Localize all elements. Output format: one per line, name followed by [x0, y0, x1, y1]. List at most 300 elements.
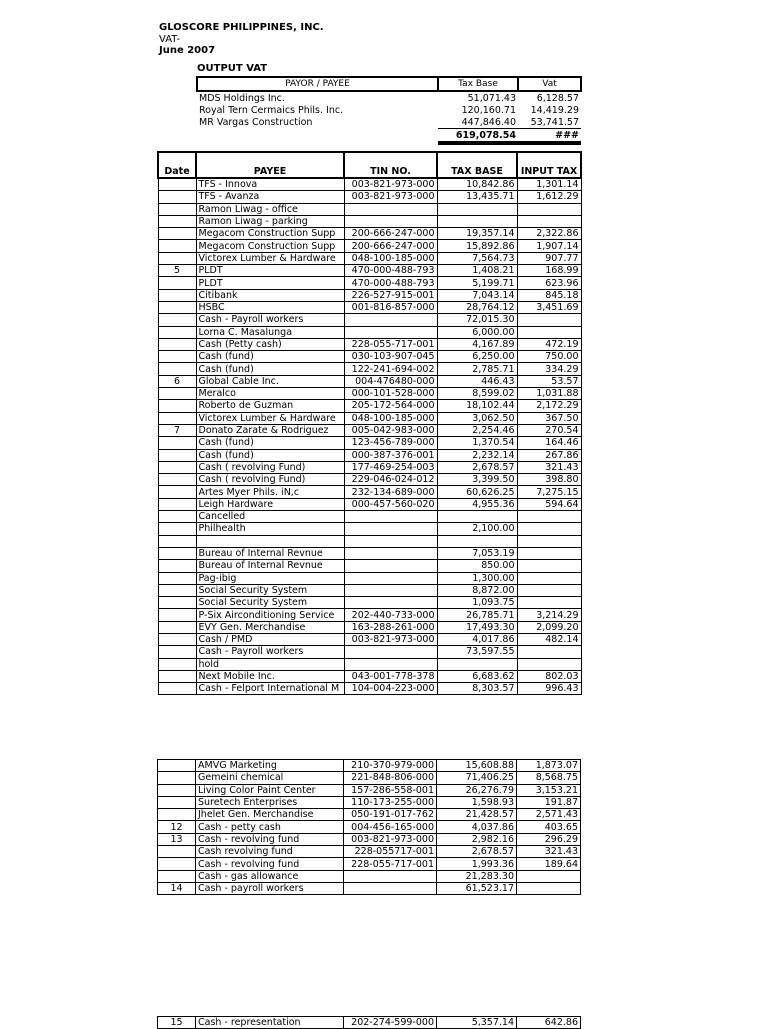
- table-cell: 71,406.25: [437, 772, 517, 784]
- table-cell: 210-370-979-000: [344, 760, 437, 772]
- table-cell: [158, 314, 196, 326]
- table-cell: 53,741.57: [530, 116, 579, 128]
- table-cell: [158, 858, 196, 870]
- table-cell: Victorex Lumber & Hardware: [196, 412, 344, 424]
- table-cell: [158, 760, 196, 772]
- table-cell: [158, 670, 196, 682]
- table-row: [158, 670, 581, 682]
- table-row: [158, 388, 581, 400]
- table-cell: [158, 784, 196, 796]
- table-cell: [517, 523, 581, 535]
- table-cell: 000-457-560-020: [344, 498, 437, 510]
- table-cell: 1,301.14: [517, 178, 581, 191]
- table-cell: 226-527-915-001: [344, 289, 437, 301]
- table-cell: 403.65: [517, 821, 581, 833]
- table-cell: [437, 511, 517, 523]
- table-cell: 5: [158, 265, 196, 277]
- table-cell: 1,612.29: [517, 191, 581, 203]
- table-cell: [344, 326, 437, 338]
- table-cell: Social Security System: [196, 597, 344, 609]
- table-cell: [344, 523, 437, 535]
- table-cell: Cash (fund): [196, 449, 344, 461]
- table-row: [158, 760, 581, 772]
- table-cell: [344, 597, 437, 609]
- table-row: [158, 523, 581, 535]
- table-row: [158, 301, 581, 313]
- table-cell: [344, 882, 437, 894]
- table-cell: [517, 215, 581, 227]
- table-cell: 003-821-973-000: [344, 833, 437, 845]
- table-row: [158, 633, 581, 645]
- table-row: [158, 437, 581, 449]
- table-cell: [158, 547, 196, 559]
- table-cell: 003-821-973-000: [344, 178, 437, 191]
- table-cell: 3,399.50: [437, 474, 517, 486]
- table-cell: Cash (fund): [196, 363, 344, 375]
- table-cell: [158, 449, 196, 461]
- table-cell: 3,153.21: [517, 784, 581, 796]
- table-cell: [158, 301, 196, 313]
- table-cell: [517, 597, 581, 609]
- table-cell: 623.96: [517, 277, 581, 289]
- table-cell: 1,598.93: [437, 796, 517, 808]
- table-cell: 51,071.43: [467, 92, 516, 104]
- table-cell: [158, 646, 196, 658]
- table-cell: [344, 572, 437, 584]
- table-cell: 398.80: [517, 474, 581, 486]
- table-cell: [517, 535, 581, 547]
- table-cell: 14,419.29: [530, 104, 579, 116]
- table-cell: 2,254.46: [437, 424, 517, 436]
- table-cell: Cash (fund): [196, 437, 344, 449]
- table-cell: 845.18: [517, 289, 581, 301]
- table-cell: 048-100-185-000: [344, 412, 437, 424]
- table-cell: EVY Gen. Merchandise: [196, 621, 344, 633]
- table-cell: 8,568.75: [517, 772, 581, 784]
- table-cell: [158, 228, 196, 240]
- table-cell: 2,982.16: [437, 833, 517, 845]
- table-cell: Suretech Enterprises: [196, 796, 344, 808]
- table-cell: 6,000.00: [437, 326, 517, 338]
- table-row: [158, 772, 581, 784]
- table-row: [158, 858, 581, 870]
- table-cell: TFS - Avanza: [196, 191, 344, 203]
- table-cell: [437, 658, 517, 670]
- table-cell: 189.64: [517, 858, 581, 870]
- table-row: [158, 240, 581, 252]
- table-cell: PLDT: [196, 265, 344, 277]
- table-cell: [158, 338, 196, 350]
- table-cell: 120,160.71: [461, 104, 516, 116]
- table-row: [158, 511, 581, 523]
- total-vat: ###: [518, 129, 581, 144]
- table-cell: [437, 215, 517, 227]
- table-cell: 3,062.50: [437, 412, 517, 424]
- table-cell: [158, 609, 196, 621]
- table-cell: Artes Myer Phils. iN,c: [196, 486, 344, 498]
- table-cell: [517, 572, 581, 584]
- table-cell: 3,451.69: [517, 301, 581, 313]
- table-cell: 191.87: [517, 796, 581, 808]
- table-row: [158, 584, 581, 596]
- table-cell: 267.86: [517, 449, 581, 461]
- table-cell: 6,683.62: [437, 670, 517, 682]
- input-tax-table-continued: [157, 759, 581, 895]
- table-row: [158, 215, 581, 227]
- table-cell: 7,275.15: [517, 486, 581, 498]
- table-cell: [158, 658, 196, 670]
- table-cell: 802.03: [517, 670, 581, 682]
- table-cell: [158, 412, 196, 424]
- table-cell: [158, 584, 196, 596]
- table-cell: Cash - representation: [196, 1017, 344, 1029]
- table-cell: AMVG Marketing: [196, 760, 344, 772]
- table-cell: 003-821-973-000: [344, 633, 437, 645]
- table-row: [158, 400, 581, 412]
- table-cell: [517, 511, 581, 523]
- table-cell: 000-387-376-001: [344, 449, 437, 461]
- table-cell: [158, 191, 196, 203]
- table-cell: 1,031.88: [517, 388, 581, 400]
- table-cell: [344, 511, 437, 523]
- table-cell: 482.14: [517, 633, 581, 645]
- table-cell: Megacom Construction Supp: [196, 240, 344, 252]
- table-cell: 470-000-488-793: [344, 277, 437, 289]
- table-row: [158, 461, 581, 473]
- table-row: [158, 683, 581, 695]
- table-cell: Cash - revolving fund: [196, 858, 344, 870]
- table-cell: Cash - Payroll workers: [196, 314, 344, 326]
- table-cell: 228-055-717-001: [344, 858, 437, 870]
- table-cell: [158, 400, 196, 412]
- table-row: [158, 646, 581, 658]
- table-cell: [158, 461, 196, 473]
- table-cell: [158, 326, 196, 338]
- table-cell: Cash revolving fund: [196, 846, 344, 858]
- table-cell: 19,357.14: [437, 228, 517, 240]
- table-cell: Victorex Lumber & Hardware: [196, 252, 344, 264]
- table-row: [158, 833, 581, 845]
- column-header: INPUT TAX: [517, 152, 581, 178]
- table-row: [158, 870, 581, 882]
- output-vat-header: [197, 77, 581, 91]
- table-cell: [158, 351, 196, 363]
- table-cell: 163-288-261-000: [344, 621, 437, 633]
- table-cell: 228-055-717-001: [344, 338, 437, 350]
- table-row: [197, 104, 581, 116]
- table-cell: 1,907.14: [517, 240, 581, 252]
- table-cell: 030-103-907-045: [344, 351, 437, 363]
- table-cell: Cash (fund): [196, 351, 344, 363]
- table-cell: [437, 535, 517, 547]
- table-row: [158, 597, 581, 609]
- table-cell: 001-816-857-000: [344, 301, 437, 313]
- table-cell: 17,493.30: [437, 621, 517, 633]
- table-cell: [158, 511, 196, 523]
- table-row: [158, 252, 581, 264]
- table-cell: 4,037.86: [437, 821, 517, 833]
- table-cell: Cash / PMD: [196, 633, 344, 645]
- table-cell: Jhelet Gen. Merchandise: [196, 809, 344, 821]
- table-cell: [344, 203, 437, 215]
- table-cell: 61,523.17: [437, 882, 517, 894]
- table-row: [158, 326, 581, 338]
- table-cell: Philhealth: [196, 523, 344, 535]
- table-cell: [344, 314, 437, 326]
- table-cell: Gemeini chemical: [196, 772, 344, 784]
- table-cell: 164.46: [517, 437, 581, 449]
- table-cell: 270.54: [517, 424, 581, 436]
- table-cell: [197, 129, 438, 144]
- table-cell: 202-274-599-000: [344, 1017, 437, 1029]
- table-cell: Leigh Hardware: [196, 498, 344, 510]
- table-row: [158, 474, 581, 486]
- table-cell: 7,043.14: [437, 289, 517, 301]
- table-cell: 110-173-255-000: [344, 796, 437, 808]
- table-cell: [517, 547, 581, 559]
- table-cell: 3,214.29: [517, 609, 581, 621]
- table-cell: [158, 572, 196, 584]
- table-cell: 1,408.21: [437, 265, 517, 277]
- table-cell: 1,873.07: [517, 760, 581, 772]
- table-cell: 26,785.71: [437, 609, 517, 621]
- table-cell: Donato Zarate & Rodriguez: [196, 424, 344, 436]
- table-cell: Royal Tern Cermaics Phils. Inc.: [199, 104, 344, 116]
- table-cell: 750.00: [517, 351, 581, 363]
- table-cell: 446.43: [437, 375, 517, 387]
- table-row: [158, 809, 581, 821]
- table-cell: 005-042-983-000: [344, 424, 437, 436]
- table-cell: Bureau of Internal Revnue: [196, 560, 344, 572]
- table-cell: [158, 870, 196, 882]
- table-row: [158, 449, 581, 461]
- table-cell: Social Security System: [196, 584, 344, 596]
- table-cell: Cash - revolving fund: [196, 833, 344, 845]
- table-cell: 334.29: [517, 363, 581, 375]
- table-cell: 13,435.71: [437, 191, 517, 203]
- table-cell: hold: [196, 658, 344, 670]
- table-row: [158, 572, 581, 584]
- table-cell: 321.43: [517, 461, 581, 473]
- table-cell: 104-004-223-000: [344, 683, 437, 695]
- table-row: [158, 191, 581, 203]
- table-cell: 7,053.19: [437, 547, 517, 559]
- table-cell: 850.00: [437, 560, 517, 572]
- table-cell: 2,678.57: [437, 461, 517, 473]
- table-cell: [517, 646, 581, 658]
- table-cell: 321.43: [517, 846, 581, 858]
- table-cell: [158, 178, 196, 191]
- table-cell: 14: [158, 882, 196, 894]
- table-cell: Cash ( revolving Fund): [196, 474, 344, 486]
- table-cell: 122-241-694-002: [344, 363, 437, 375]
- report-subtitle: VAT-: [159, 34, 181, 45]
- table-cell: 5,199.71: [437, 277, 517, 289]
- table-row: [158, 535, 581, 547]
- table-row: [158, 314, 581, 326]
- table-row: [158, 424, 581, 436]
- table-cell: Bureau of Internal Revnue: [196, 547, 344, 559]
- table-cell: 907.77: [517, 252, 581, 264]
- table-cell: [344, 584, 437, 596]
- table-cell: [344, 535, 437, 547]
- table-row: [197, 91, 581, 104]
- table-cell: Cash - Payroll workers: [196, 646, 344, 658]
- table-cell: [158, 437, 196, 449]
- table-cell: 2,678.57: [437, 846, 517, 858]
- column-header: Tax Base: [438, 77, 518, 91]
- table-cell: [158, 474, 196, 486]
- column-header: Vat: [518, 77, 581, 91]
- table-cell: [158, 683, 196, 695]
- table-cell: 1,093.75: [437, 597, 517, 609]
- column-header: PAYEE: [196, 152, 344, 178]
- table-cell: [158, 240, 196, 252]
- column-header: TIN NO.: [344, 152, 437, 178]
- table-cell: [517, 882, 581, 894]
- table-cell: [158, 597, 196, 609]
- table-cell: Pag-ibig: [196, 572, 344, 584]
- table-cell: 202-440-733-000: [344, 609, 437, 621]
- table-cell: Citibank: [196, 289, 344, 301]
- table-cell: Cancelled: [196, 511, 344, 523]
- table-cell: 048-100-185-000: [344, 252, 437, 264]
- table-cell: 177-469-254-003: [344, 461, 437, 473]
- table-cell: [517, 560, 581, 572]
- table-row: [158, 375, 581, 387]
- table-cell: [344, 215, 437, 227]
- table-cell: 18,102.44: [437, 400, 517, 412]
- table-cell: 200-666-247-000: [344, 228, 437, 240]
- table-cell: 1,993.36: [437, 858, 517, 870]
- table-cell: Cash (Petty cash): [196, 338, 344, 350]
- table-cell: 15: [158, 1017, 196, 1029]
- table-cell: 2,100.00: [437, 523, 517, 535]
- table-row: [158, 658, 581, 670]
- table-cell: [517, 658, 581, 670]
- table-cell: 229-046-024-012: [344, 474, 437, 486]
- table-cell: 7,564.73: [437, 252, 517, 264]
- table-cell: 5,357.14: [437, 1017, 517, 1029]
- table-row: [158, 363, 581, 375]
- table-cell: 157-286-558-001: [344, 784, 437, 796]
- input-tax-table-page3: [157, 1016, 581, 1029]
- table-cell: HSBC: [196, 301, 344, 313]
- table-row: [158, 228, 581, 240]
- table-cell: 15,608.88: [437, 760, 517, 772]
- table-cell: 367.50: [517, 412, 581, 424]
- input-tax-table: [157, 151, 582, 695]
- table-cell: [344, 646, 437, 658]
- table-cell: Ramon Liwag - office: [196, 203, 344, 215]
- report-period: June 2007: [159, 45, 216, 56]
- table-cell: 004-476480-000: [344, 375, 437, 387]
- table-cell: 53.57: [517, 375, 581, 387]
- table-cell: Meralco: [196, 388, 344, 400]
- table-cell: 10,842.86: [437, 178, 517, 191]
- table-cell: 2,571.43: [517, 809, 581, 821]
- table-cell: 4,017.86: [437, 633, 517, 645]
- table-row: [158, 621, 581, 633]
- table-cell: Cash ( revolving Fund): [196, 461, 344, 473]
- table-row: [158, 882, 581, 894]
- table-cell: [344, 870, 437, 882]
- table-row: [158, 821, 581, 833]
- table-cell: 200-666-247-000: [344, 240, 437, 252]
- table-cell: 26,276.79: [437, 784, 517, 796]
- table-cell: [517, 584, 581, 596]
- column-header: PAYOR / PAYEE: [197, 77, 438, 91]
- table-cell: 6,128.57: [536, 92, 579, 104]
- table-cell: 003-821-973-000: [344, 191, 437, 203]
- table-row: [158, 265, 581, 277]
- table-cell: 8,872.00: [437, 584, 517, 596]
- table-cell: [158, 498, 196, 510]
- table-cell: Lorna C. Masalunga: [196, 326, 344, 338]
- table-row: [158, 277, 581, 289]
- table-cell: 6,250.00: [437, 351, 517, 363]
- table-cell: 12: [158, 821, 196, 833]
- table-cell: 123-456-789-000: [344, 437, 437, 449]
- table-cell: Cash - payroll workers: [196, 882, 344, 894]
- table-cell: Roberto de Guzman: [196, 400, 344, 412]
- table-cell: 447,846.40: [461, 116, 516, 128]
- table-cell: [158, 486, 196, 498]
- table-cell: [196, 535, 344, 547]
- table-cell: [344, 560, 437, 572]
- company-name: GLOSCORE PHILIPPINES, INC.: [159, 22, 324, 33]
- column-header: Date: [158, 152, 196, 178]
- table-cell: [344, 547, 437, 559]
- table-row: [158, 609, 581, 621]
- table-cell: Living Color Paint Center: [196, 784, 344, 796]
- table-cell: Ramon Liwag - parking: [196, 215, 344, 227]
- table-cell: [158, 252, 196, 264]
- table-cell: 2,099.20: [517, 621, 581, 633]
- table-row: [158, 289, 581, 301]
- total-row: [197, 129, 581, 144]
- output-vat-title: OUTPUT VAT: [197, 63, 268, 74]
- table-row: [158, 412, 581, 424]
- table-cell: 2,232.14: [437, 449, 517, 461]
- table-row: [158, 178, 581, 191]
- input-tax-header: [158, 152, 581, 178]
- table-cell: [158, 846, 196, 858]
- table-cell: [437, 203, 517, 215]
- table-cell: [158, 796, 196, 808]
- table-cell: TFS - Innova: [196, 178, 344, 191]
- table-cell: 4,955.36: [437, 498, 517, 510]
- table-row: [158, 560, 581, 572]
- table-cell: 28,764.12: [437, 301, 517, 313]
- column-header: TAX BASE: [437, 152, 517, 178]
- table-row: [158, 547, 581, 559]
- table-row: [158, 338, 581, 350]
- table-cell: 000-101-528-000: [344, 388, 437, 400]
- table-cell: [158, 289, 196, 301]
- table-cell: Megacom Construction Supp: [196, 228, 344, 240]
- table-cell: 72,015.30: [437, 314, 517, 326]
- table-cell: 8,303.57: [437, 683, 517, 695]
- table-cell: Cash - petty cash: [196, 821, 344, 833]
- table-cell: 2,172.29: [517, 400, 581, 412]
- table-cell: 60,626.25: [437, 486, 517, 498]
- table-row: [158, 498, 581, 510]
- table-cell: MDS Holdings Inc.: [199, 92, 285, 104]
- table-cell: 13: [158, 833, 196, 845]
- table-cell: Next Mobile Inc.: [196, 670, 344, 682]
- table-cell: [158, 621, 196, 633]
